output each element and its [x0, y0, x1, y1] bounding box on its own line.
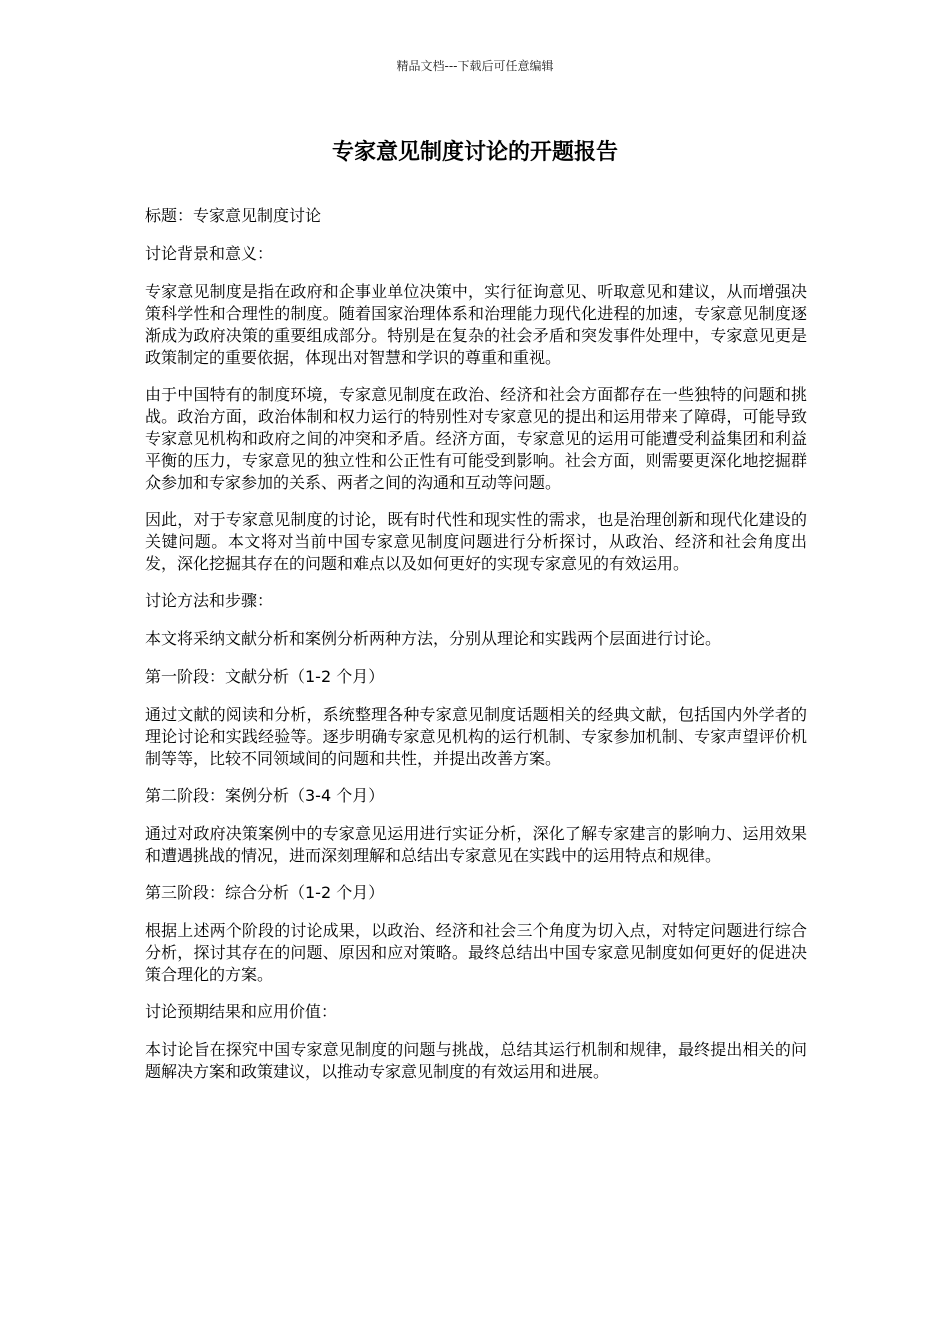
paragraph-background-2: 由于中国特有的制度环境，专家意见制度在政治、经济和社会方面都存在一些独特的问题和挑战。政治方面，政治体制和权力运行的特别性对专家意见的提出和运用带来了障碍，可能导致专家意见机构和政府之间的冲突和矛盾。经济方面，专家意见的运用可能遭受利益集团和利益平衡的压力，专家意见的独立性和公正性有可能受到影响。社会方面，则需要更深化地挖掘群众参加和专家参加的关系、两者之间的沟通和互动等问题。: [145, 385, 807, 492]
stage-2-description: 通过对政府决策案例中的专家意见运用进行实证分析，深化了解专家建言的影响力、运用效果和遭遇挑战的情况，进而深刻理解和总结出专家意见在实践中的运用特点和规律。: [145, 824, 807, 865]
topic-line: 标题：专家意见制度讨论: [145, 206, 322, 225]
paragraph-background-3: 因此，对于专家意见制度的讨论，既有时代性和现实性的需求，也是治理创新和现代化建设的关键问题。本文将对当前中国专家意见制度问题进行分析探讨，从政治、经济和社会角度出发，深化挖掘其存在的问题和难点以及如何更好的实现专家意见的有效运用。: [145, 510, 807, 573]
stage-3-description: 根据上述两个阶段的讨论成果，以政治、经济和社会三个角度为切入点，对特定问题进行综合分析，探讨其存在的问题、原因和应对策略。最终总结出中国专家意见制度如何更好的促进决策合理化的方案。: [145, 921, 807, 984]
paragraph-expected-results: 本讨论旨在探究中国专家意见制度的问题与挑战，总结其运行机制和规律，最终提出相关的问题解决方案和政策建议，以推动专家意见制度的有效运用和进展。: [145, 1040, 807, 1081]
paragraph-method-intro: 本文将采纳文献分析和案例分析两种方法，分别从理论和实践两个层面进行讨论。: [145, 629, 722, 648]
stage-3-heading: 第三阶段：综合分析（1-2 个月）: [145, 883, 385, 902]
stage-1-description: 通过文献的阅读和分析，系统整理各种专家意见制度话题相关的经典文献，包括国内外学者的理论讨论和实践经验等。逐步明确专家意见机构的运行机制、专家参加机制、专家声望评价机制等等，比较不同领域间的问题和共性，并提出改善方案。: [145, 705, 807, 768]
page-header-watermark: 精品文档---下载后可任意编辑: [396, 59, 554, 73]
section-heading-method: 讨论方法和步骤：: [145, 591, 274, 610]
stage-2-heading: 第二阶段：案例分析（3-4 个月）: [145, 786, 385, 805]
section-heading-background: 讨论背景和意义：: [145, 244, 274, 263]
document-title: 专家意见制度讨论的开题报告: [331, 140, 618, 165]
stage-1-heading: 第一阶段：文献分析（1-2 个月）: [145, 667, 385, 686]
section-heading-expected-results: 讨论预期结果和应用价值：: [145, 1002, 338, 1021]
paragraph-background-1: 专家意见制度是指在政府和企事业单位决策中，实行征询意见、听取意见和建议，从而增强决策科学性和合理性的制度。随着国家治理体系和治理能力现代化进程的加速，专家意见制度逐渐成为政府决策的重要组成部分。特别是在复杂的社会矛盾和突发事件处理中，专家意见更是政策制定的重要依据，体现出对智慧和学识的尊重和重视。: [145, 282, 807, 367]
document-body: [145, 205, 807, 1098]
